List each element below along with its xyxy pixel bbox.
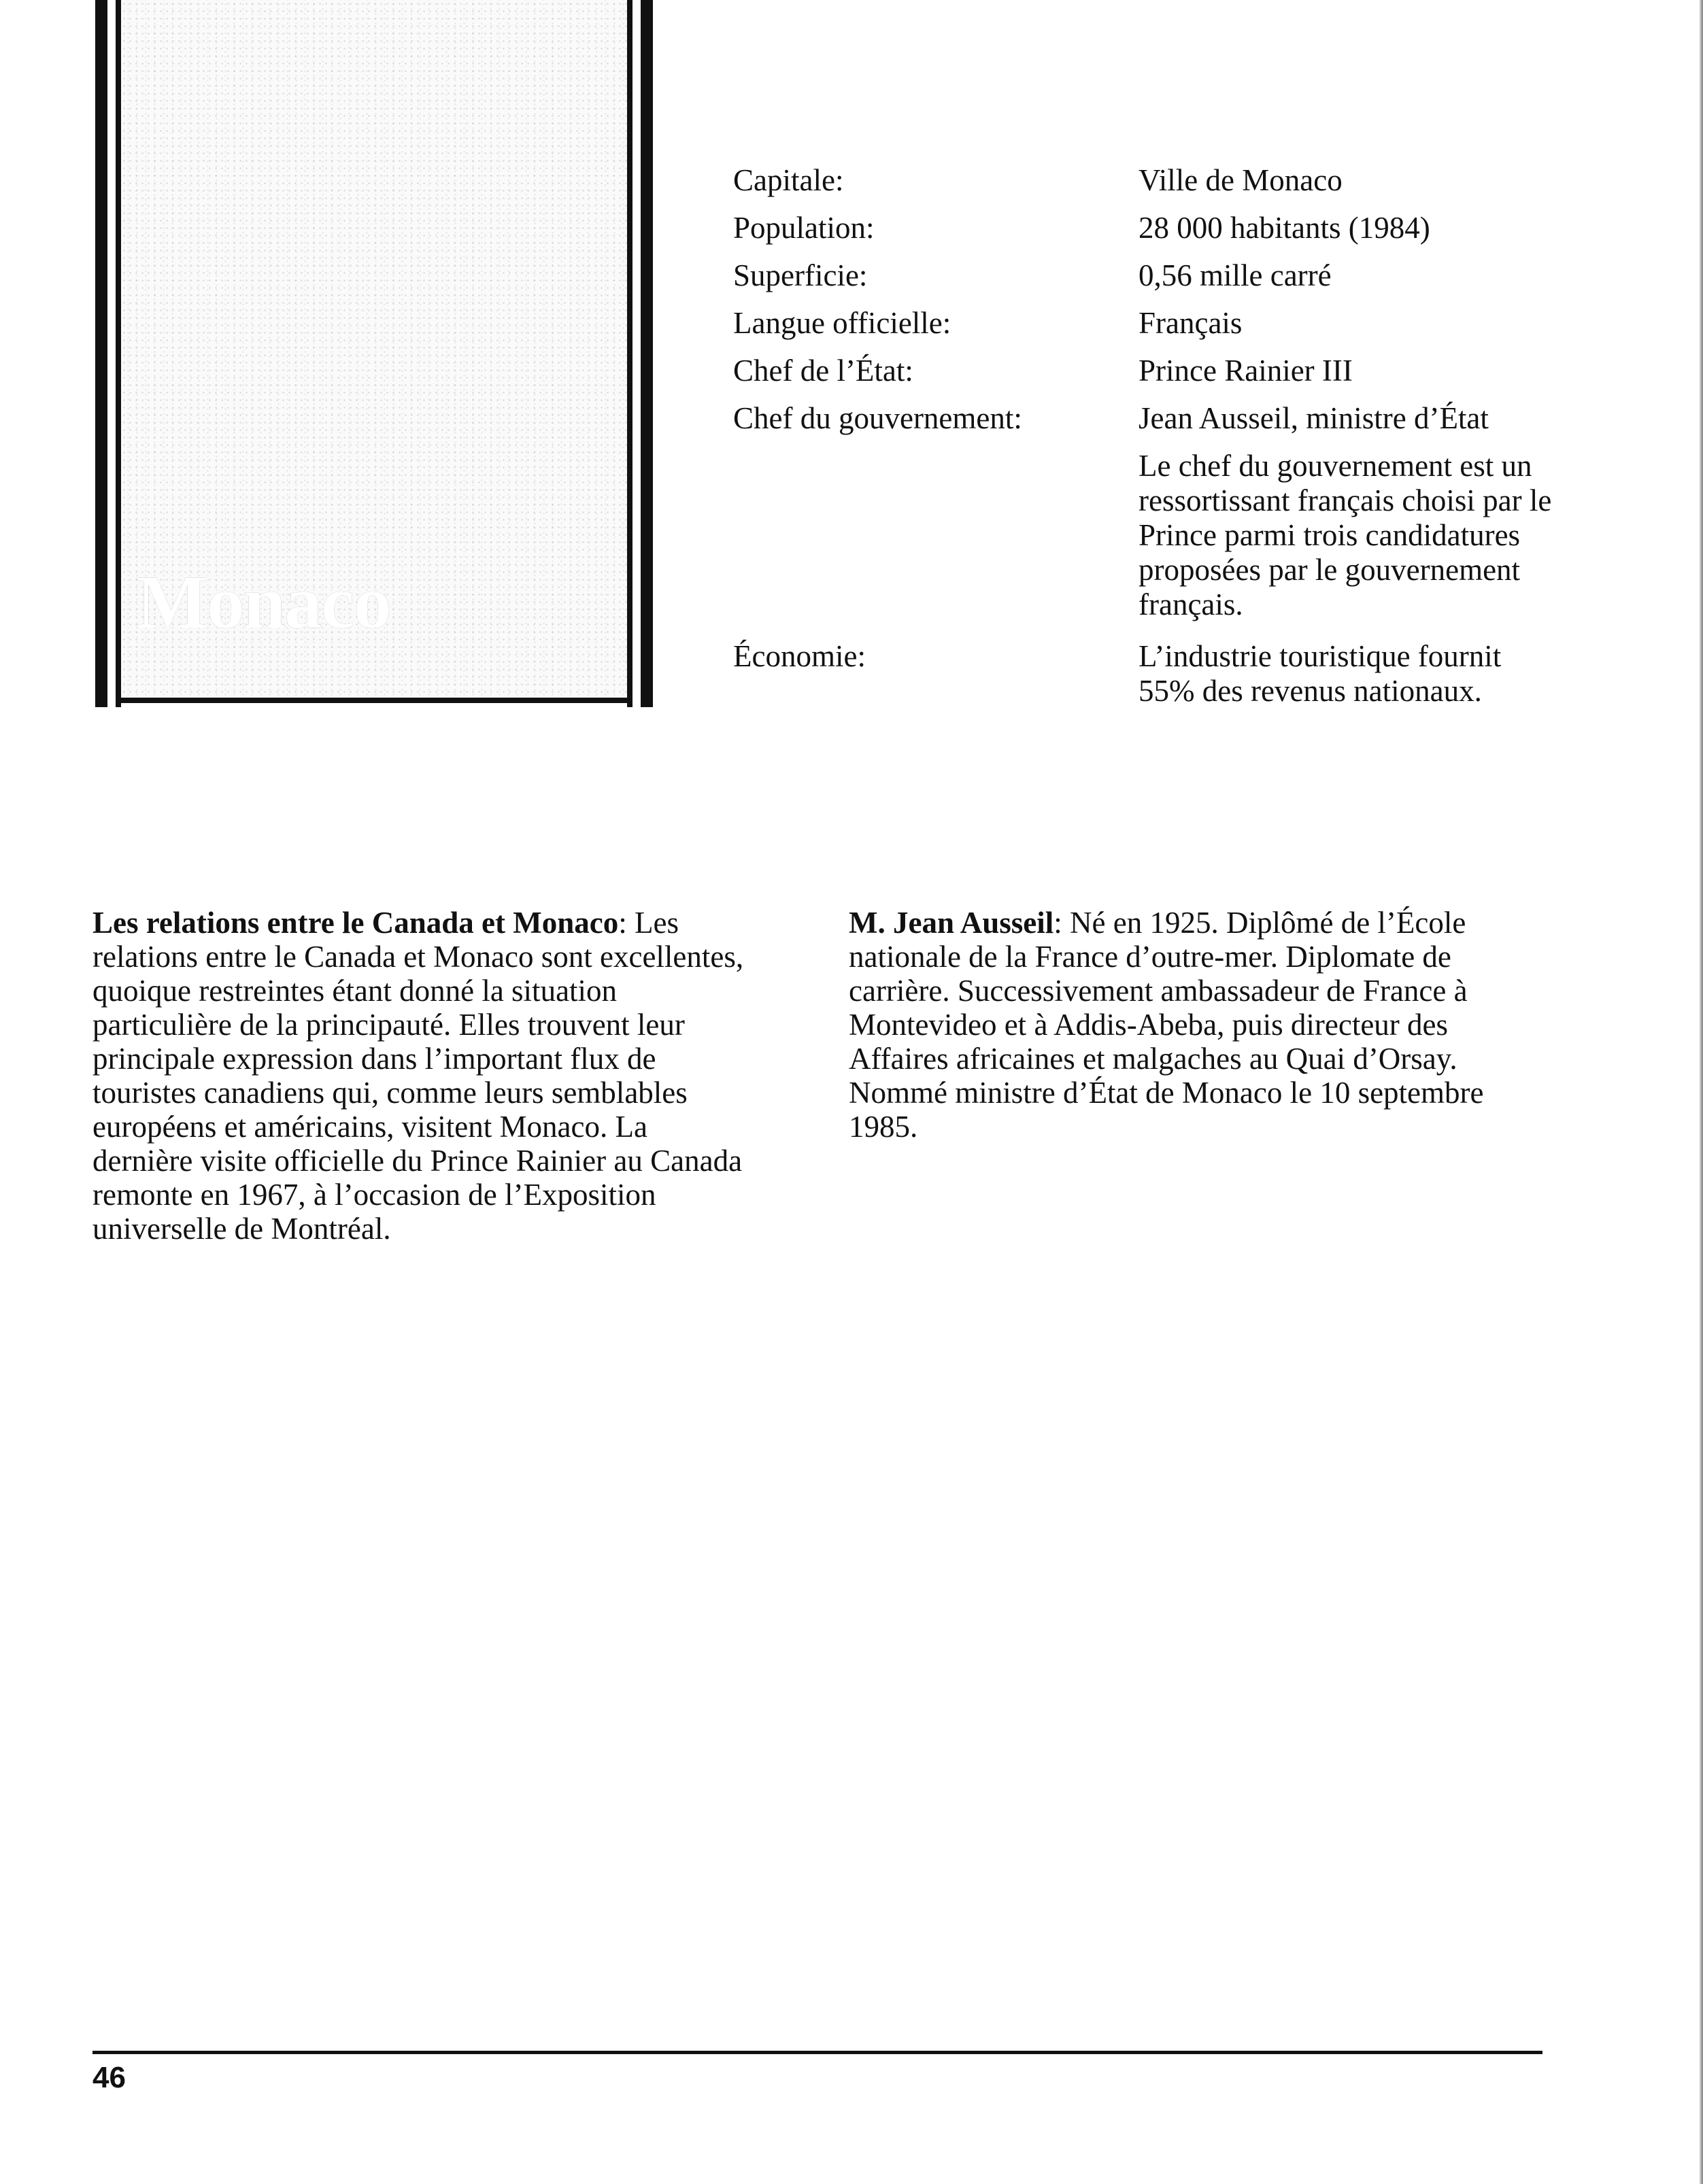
title-box xyxy=(95,0,653,707)
fact-value: Jean Ausseil, ministre d’État xyxy=(1139,401,1489,435)
relations-text: : Les relations entre le Canada et Monaco sont excellentes, quoique restreintes étant donné la situation particulière de la principauté. Elles trouvent leur principale expression dans l’important flux de touristes canadiens qui, comme leurs semblables européens et américains, visitent Monaco. La dernière visite officielle du Prince Rainier au Canada remonte en 1967, à l’occasion de l’Exposition universelle de Montréal. xyxy=(92,906,744,1246)
fact-value: Prince Rainier III xyxy=(1139,354,1353,388)
biography-text: : Né en 1925. Diplômé de l’École nationale de la France d’outre-mer. Diplomate de carrière. Successivement ambassadeur de France à Montevideo et à Addis-Abeba, puis directeur des Affaires africaines et malgaches au Quai d’Orsay. Nommé ministre d’État de Monaco le 10 septembre 1985. xyxy=(849,906,1484,1144)
fact-value: 0,56 mille carré xyxy=(1139,258,1332,292)
government-note: Le chef du gouvernement est un ressortissant français choisi par le Prince parmi trois candidatures proposées par le gouvernement français. xyxy=(1139,449,1552,621)
jean-ausseil-biography xyxy=(849,906,1529,1144)
title-box-border-inner-left xyxy=(116,0,121,707)
fact-label: Chef de l’État: xyxy=(733,354,913,388)
fact-value: Français xyxy=(1139,306,1243,340)
canada-monaco-relations xyxy=(92,906,745,1246)
page-number: 46 xyxy=(92,2061,126,2094)
title-box-border-outer-left xyxy=(95,0,107,707)
fact-value: Ville de Monaco xyxy=(1139,163,1343,197)
biography-heading: M. Jean Ausseil xyxy=(849,906,1054,940)
footer-rule xyxy=(92,2051,1542,2054)
fact-label: Langue officielle: xyxy=(733,306,951,340)
fact-label: Chef du gouvernement: xyxy=(733,401,1022,435)
fact-label: Économie: xyxy=(733,639,866,673)
scan-edge xyxy=(1699,0,1703,2184)
title-box-border-bottom xyxy=(116,698,633,703)
title-box-border-outer-right xyxy=(641,0,653,707)
fact-label: Capitale: xyxy=(733,163,844,197)
fact-label: Population: xyxy=(733,211,875,245)
fact-label: Superficie: xyxy=(733,258,868,292)
fact-value: L’industrie touristique fournit 55% des revenus nationaux. xyxy=(1139,639,1502,708)
fact-value: 28 000 habitants (1984) xyxy=(1139,211,1430,245)
title-box-border-inner-right xyxy=(627,0,633,707)
relations-heading: Les relations entre le Canada et Monaco xyxy=(92,906,619,940)
country-title: Monaco xyxy=(136,560,390,645)
